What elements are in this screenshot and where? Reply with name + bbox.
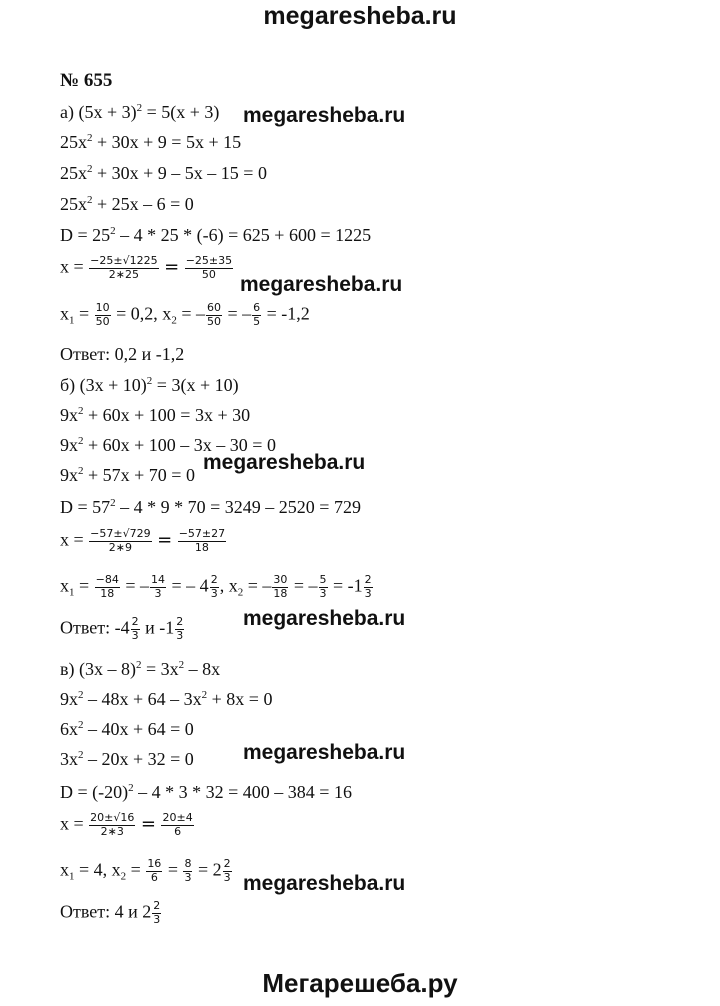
part-b-line-2: $9x^2 + 60x + 100 = 3x + 30$ xyxy=(60,405,251,425)
fraction: $\frac{30}{18}$ xyxy=(273,573,288,600)
part-b-roots-formula: x = $\frac{-57\pm√729}{2∗9}$ = $\frac{-57\pm 27}{18}$ xyxy=(60,527,226,554)
part-a-line-4: $25x^2 + 25x - 6 = 0$ xyxy=(60,194,194,214)
watermark: megaresheba.ru xyxy=(240,273,403,296)
part-a-line-3: $25x^2 + 30x + 9 - 5x - 15 = 0$ xyxy=(60,163,267,183)
part-a-answer: Ответ: 0,2 и -1,2 xyxy=(60,344,185,364)
part-b-discriminant: $D = 57^2 - 4 * 9 * 70 = 3249 - 2520 = 729$ xyxy=(60,497,361,517)
fraction: $\frac{2}{3}$ xyxy=(153,899,161,926)
part-b-roots: $x_1$ = $\frac{-84}{18}$ = – $\frac{14}{3}$ = – 4 $\frac{2}{3}$ , $x_2$ = – $\frac{30}{18}$ = – $\frac{5}{3}$ = -1 $\frac{2}{3}$ xyxy=(60,573,372,600)
part-b-line-4: $9x^2 + 57x + 70 = 0$ xyxy=(60,465,195,485)
part-a-line-1: а) $(5x + 3)^2 = 5(x + 3)$ xyxy=(60,102,220,122)
fraction: $\frac{-25\pm 35}{50}$ xyxy=(185,254,233,281)
part-b-line-1: б) $(3x + 10)^2 = 3(x + 10)$ xyxy=(60,375,239,395)
watermark: megaresheba.ru xyxy=(243,872,406,895)
fraction: $\frac{-84}{18}$ xyxy=(95,573,119,600)
fraction: $\frac{2}{3}$ xyxy=(131,615,139,642)
fraction: $\frac{2}{3}$ xyxy=(364,573,372,600)
part-c-answer: Ответ: 4 и 2 $\frac{2}{3}$ xyxy=(60,899,161,926)
part-c-line-4: $3x^2 - 20x + 32 = 0$ xyxy=(60,749,194,769)
site-footer: Мегарешеба.ру xyxy=(262,968,458,998)
fraction: $\frac{5}{3}$ xyxy=(319,573,327,600)
fraction: $\frac{2}{3}$ xyxy=(176,615,184,642)
site-header: megaresheba.ru xyxy=(263,2,457,30)
fraction: $\frac{14}{3}$ xyxy=(151,573,166,600)
fraction: $\frac{20\pm√16}{2∗3}$ xyxy=(90,811,135,838)
watermark: megaresheba.ru xyxy=(243,104,406,127)
part-c-discriminant: $D = (-20)^2 - 4 * 3 * 32 = 400 - 384 = 16$ xyxy=(60,782,352,802)
fraction: $\frac{-25\pm√1225}{2∗25}$ xyxy=(90,254,158,281)
fraction: $\frac{10}{50}$ xyxy=(95,301,110,328)
fraction: $\frac{8}{3}$ xyxy=(184,857,192,884)
part-c-roots-formula: x = $\frac{20\pm√16}{2∗3}$ = $\frac{20\pm 4}{6}$ xyxy=(60,811,193,838)
watermark: megaresheba.ru xyxy=(243,607,406,630)
fraction: $\frac{20\pm 4}{6}$ xyxy=(162,811,193,838)
fraction: $\frac{6}{5}$ xyxy=(253,301,261,328)
fraction: $\frac{2}{3}$ xyxy=(210,573,218,600)
fraction: $\frac{-57\pm√729}{2∗9}$ xyxy=(90,527,151,554)
part-b-line-3: $9x^2 + 60x + 100 - 3x - 30 = 0$ xyxy=(60,435,276,455)
watermark: megaresheba.ru xyxy=(203,451,366,474)
part-a-roots: $x_1$ = $\frac{10}{50}$ = 0,2, $x_2$ = – $\frac{60}{50}$ = – $\frac{6}{5}$ = -1,2 xyxy=(60,301,310,328)
part-c-line-1: в) $(3x - 8)^2 = 3x^2 - 8x$ xyxy=(60,659,221,679)
part-a-line-2: $25x^2 + 30x + 9 = 5x + 15$ xyxy=(60,132,242,152)
fraction: $\frac{2}{3}$ xyxy=(223,857,231,884)
watermark: megaresheba.ru xyxy=(243,741,406,764)
part-c-line-3: $6x^2 - 40x + 64 = 0$ xyxy=(60,719,194,739)
fraction: $\frac{-57\pm 27}{18}$ xyxy=(178,527,226,554)
part-b-answer: Ответ: -4 $\frac{2}{3}$ и -1 $\frac{2}{3}$ xyxy=(60,615,184,642)
fraction: $\frac{60}{50}$ xyxy=(206,301,221,328)
part-c-line-2: $9x^2 - 48x + 64 - 3x^2 + 8x = 0$ xyxy=(60,689,273,709)
problem-number: № 655 xyxy=(60,70,113,91)
part-a-roots-formula: x = $\frac{-25\pm√1225}{2∗25}$ = $\frac{-25\pm 35}{50}$ xyxy=(60,254,233,281)
fraction: $\frac{16}{6}$ xyxy=(147,857,162,884)
part-c-roots: $x_1 = 4$, $x_2$ = $\frac{16}{6}$ = $\frac{8}{3}$ = 2 $\frac{2}{3}$ xyxy=(60,857,231,884)
part-a-discriminant: $D = 25^2 - 4 * 25 * (-6) = 625 + 600 = 1225$ xyxy=(60,225,372,245)
